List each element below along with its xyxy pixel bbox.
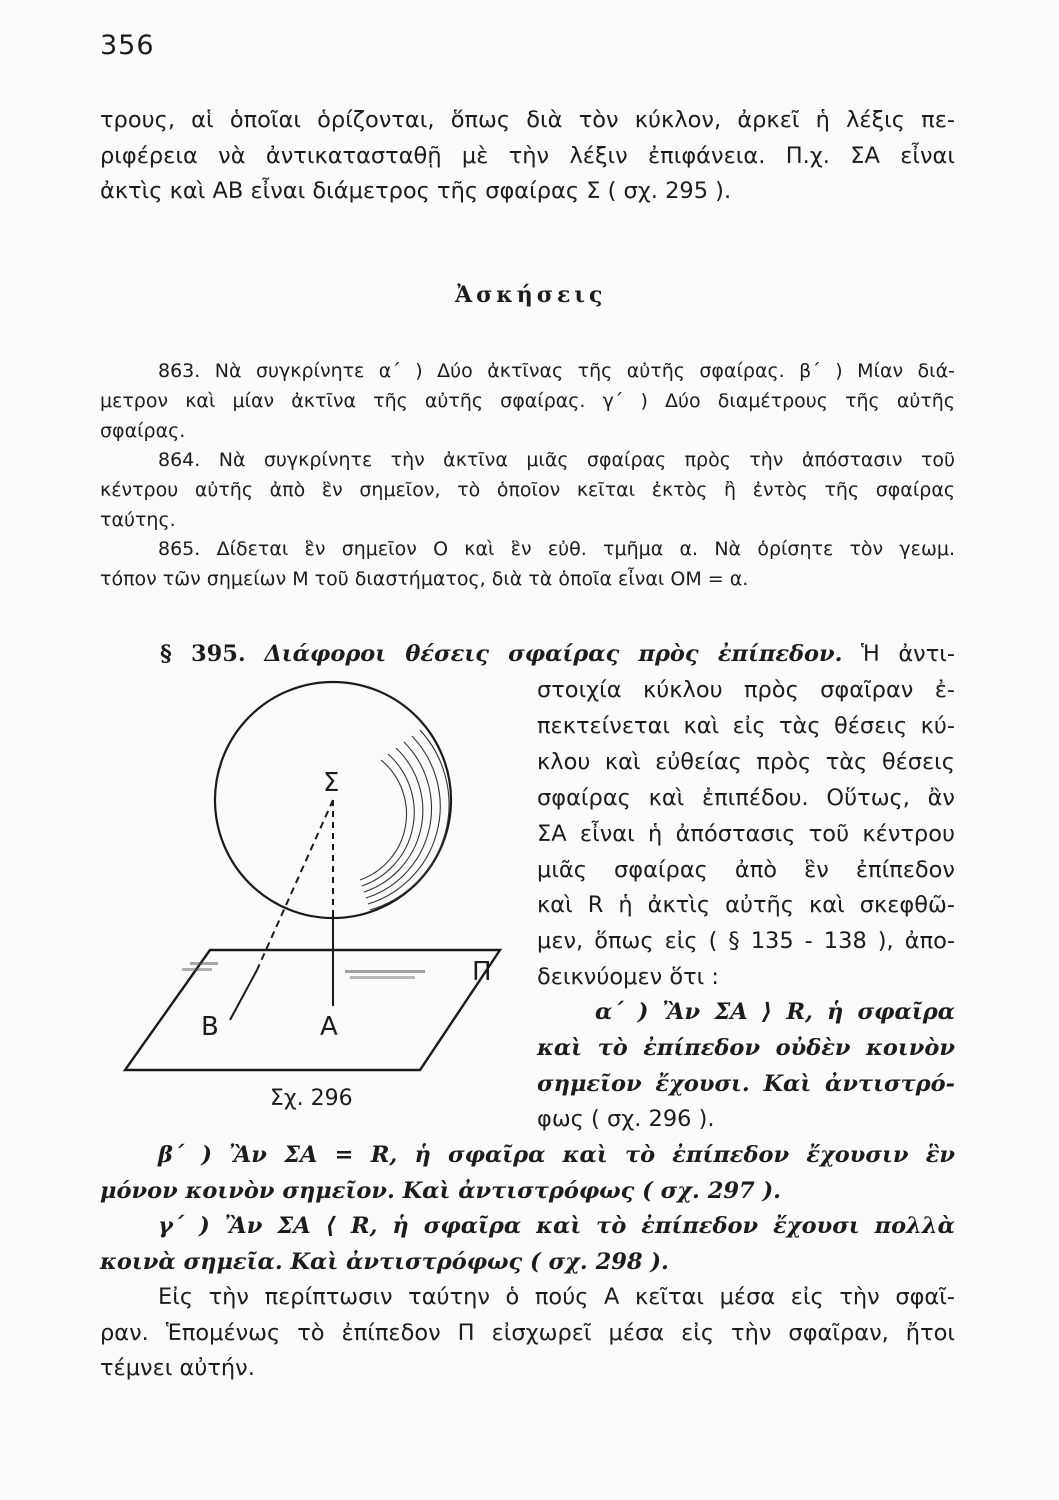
closing-line-1: Εἰς τὴν περίπτωσιν ταύτην ὁ πούς Α κεῖται μέσα εἰς τὴν σφαῖ- xyxy=(158,1284,955,1310)
exercise-863-line-1: 863. Νὰ συγκρίνητε α΄ ) Δύο ἀκτῖνας τῆς αὐτῆς σφαίρας. β΄ ) Μίαν διά- xyxy=(158,360,955,382)
exercise-865-line-1: 865. Δίδεται ἓν σημεῖον Ο καὶ ἓν εὐθ. τμῆμα α. Νὰ ὁρίσητε τὸν γεωμ. xyxy=(158,538,955,560)
case-b-line-1: β΄ ) Ἂν ΣΑ = R, ἡ σφαῖρα καὶ τὸ ἐπίπεδον ἔχουσιν ἓν xyxy=(158,1142,955,1168)
label-pi: Π xyxy=(472,957,492,987)
exercise-863-line-2: μετρον καὶ μίαν ἀκτῖνα τῆς αὐτῆς σφαίρας. γ΄ ) Δύο διαμέτρους τῆς αὐτῆς xyxy=(100,390,955,412)
case-c-line-1: γ΄ ) Ἂν ΣΑ ⟨ R, ἡ σφαῖρα καὶ τὸ ἐπίπεδον ἔχουσι πολλὰ xyxy=(158,1213,955,1239)
section-line-6: μιᾶς σφαίρας ἀπὸ ἓν ἐπίπεδον xyxy=(537,857,955,883)
intro-line-2: ριφέρεια νὰ ἀντικατασταθῇ μὲ τὴν λέξιν ἐπιφάνεια. Π.χ. ΣΑ εἶναι xyxy=(100,143,955,169)
section-line-5: ΣΑ εἶναι ἡ ἀπόστασις τοῦ κέντρου xyxy=(537,821,955,847)
exercise-865-line-2: τόπον τῶν σημείων Μ τοῦ διαστήματος, διὰ τὰ ὁποῖα εἶναι ΟΜ = α. xyxy=(100,568,749,590)
section-first-line-rest: Ἡ ἀντι- xyxy=(861,641,955,667)
exercise-864-line-1: 864. Νὰ συγκρίνητε τὴν ἀκτῖνα μιᾶς σφαίρας πρὸς τὴν ἀπόστασιν τοῦ xyxy=(158,449,955,471)
section-heading-line xyxy=(160,641,955,667)
exercise-864-line-2: κέντρου αὐτῆς ἀπὸ ἓν σημεῖον, τὸ ὁποῖον κεῖται ἐκτὸς ἢ ἐντὸς τῆς σφαίρας xyxy=(100,479,955,501)
label-a: Α xyxy=(320,1012,338,1042)
exercises-heading: Ἀσκήσεις xyxy=(455,282,607,308)
case-a-line-4: φως ( σχ. 296 ). xyxy=(537,1106,715,1132)
figure-caption: Σχ. 296 xyxy=(270,1086,353,1111)
label-b: Β xyxy=(201,1012,219,1042)
diameter-dashed xyxy=(257,800,333,970)
case-b-line-2: μόνον κοινὸν σημεῖον. Καὶ ἀντιστρόφως ( σχ. 297 ). xyxy=(100,1178,781,1204)
case-c-line-2: κοινὰ σημεῖα. Καὶ ἀντιστρόφως ( σχ. 298 ). xyxy=(100,1249,669,1275)
section-line-9: δεικνύομεν ὅτι : xyxy=(537,964,720,990)
diameter-line xyxy=(230,970,257,1020)
plane-pi xyxy=(125,950,500,1070)
section-number: § 395. xyxy=(160,641,246,667)
section-line-4: σφαίρας καὶ ἐπιπέδου. Οὕτως, ἂν xyxy=(537,785,955,811)
section-line-2: πεκτείνεται καὶ εἰς τὰς θέσεις κύ- xyxy=(537,713,955,739)
section-title: Διάφοροι θέσεις σφαίρας πρὸς ἐπίπεδον. xyxy=(264,641,843,667)
plane-stipple xyxy=(182,962,425,979)
section-line-3: κλου καὶ εὐθείας πρὸς τὰς θέσεις xyxy=(537,749,955,775)
exercise-864-line-3: ταύτης. xyxy=(100,509,176,531)
intro-line-3: ἀκτὶς καὶ ΑΒ εἶναι διάμετρος τῆς σφαίρας Σ ( σχ. 295 ). xyxy=(100,178,732,204)
page-number: 356 xyxy=(100,30,155,61)
label-sigma: Σ xyxy=(323,768,340,798)
section-line-1: στοιχία κύκλου πρὸς σφαῖραν ἐ- xyxy=(537,677,955,703)
exercise-863-line-3: σφαίρας. xyxy=(100,420,186,442)
case-a-line-2: καὶ τὸ ἐπίπεδον οὐδὲν κοινὸν xyxy=(537,1035,955,1061)
section-line-8: μεν, ὅπως εἰς ( § 135 - 138 ), ἀπο- xyxy=(537,928,955,954)
section-line-7: καὶ R ἡ ἀκτὶς αὐτῆς καὶ σκεφθῶ- xyxy=(537,892,955,918)
closing-line-2: ραν. Ἑπομένως τὸ ἐπίπεδον Π εἰσχωρεῖ μέσα εἰς τὴν σφαῖραν, ἤτοι xyxy=(100,1320,955,1346)
case-a-line-3: σημεῖον ἔχουσι. Καὶ ἀντιστρό- xyxy=(537,1071,955,1097)
case-a-line-1: α΄ ) Ἂν ΣΑ ⟩ R, ἡ σφαῖρα xyxy=(595,999,955,1025)
sphere-shading xyxy=(360,730,449,910)
intro-line-1: τρους, αἱ ὁποῖαι ὁρίζονται, ὅπως διὰ τὸν κύκλον, ἀρκεῖ ἡ λέξις πε- xyxy=(100,107,955,133)
closing-line-3: τέμνει αὐτήν. xyxy=(100,1355,255,1381)
